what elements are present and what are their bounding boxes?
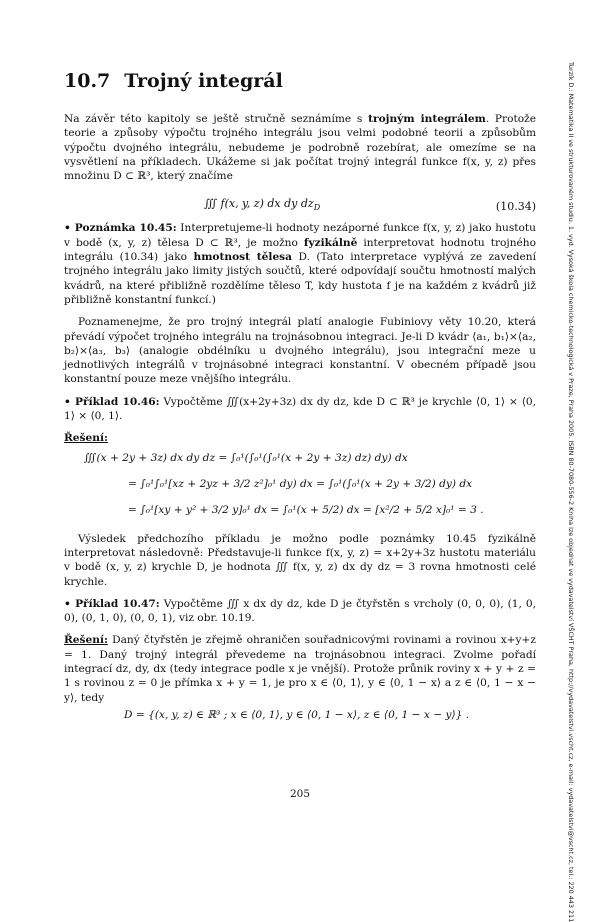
page-number: 205 <box>289 788 311 800</box>
remark-10-45: • Poznámka 10.45: Interpretujeme-li hodnoty nezáporné funkce f(x, y, z) jako hustotu v bodě (x, y, z) tělesa D ⊂ ℝ³, je možno fyzikálně interpretovat hodnotu trojného integrálu (10.34) jako hmotnost tělesa D. (Tato interpretace vyplývá ze zavedení trojného integrálu jako limity jistých součtů, které odpovídají součtu hmotností malých kvádrů, na které přibližně rozdělíme těleso T, kdy hustota f je na každém z kvádrů již přibližně konstantní funkcí.) <box>64 222 536 306</box>
page-body <box>64 70 536 721</box>
fubini-paragraph: Poznamenejme, že pro trojný integrál platí analogie Fubiniovy věty 10.20, která převádí výpočet trojného integrálu na trojnásobnou integraci. Je-li D kvádr ⟨a₁, b₁⟩×⟨a₂, b₂⟩×⟨a₃, b₃⟩ (analogie obdélníku u dvojného integrálu), jsou integrační meze u jednotlivých integrálů v trojnásobné integraci konstantní. V obecném případě jsou konstantní pouze meze vnějšího integrálu. <box>64 316 536 386</box>
intro-text-2: . Protože teorie a způsoby výpočtu trojného integrálu jsou velmi podobné teorii a způsobům výpočtu dvojného integrálu, nebudeme je podrobně rozebírat, ale omezíme se na vysvětlení na příkladech. Ukážeme si jak počítat trojný integrál funkce f(x, y, z) přes množinu D ⊂ ℝ³, který značíme <box>64 113 536 183</box>
equation-tag: (10.34) <box>495 200 536 214</box>
solution-10-47: Řešení: Daný čtyřstěn je zřejmě ohraničen souřadnicovými rovinami a rovinou x+y+z = 1. Daný trojný integrál převedeme na trojnásobnou integraci. Zvolme pořadí integrací dz, dy, dx (tedy integrace podle x je vnější). Protože průnik roviny x + y + z = 1 s rovinou z = 0 je přímka x + y = 1, je pro x ∈ ⟨0, 1⟩, y ∈ ⟨0, 1 − x⟩ a z ∈ ⟨0, 1 − x − y⟩, tedy <box>64 634 536 704</box>
set-definition: D = {(x, y, z) ∈ ℝ³ ; x ∈ ⟨0, 1⟩, y ∈ ⟨0, 1 − x⟩, z ∈ ⟨0, 1 − x − y⟩} . <box>124 708 470 721</box>
solution-10-46-label: Řešení: <box>64 432 108 445</box>
example-label: • Příklad 10.47: <box>64 597 160 610</box>
equation-expression: ∭ f(x, y, z) dx dy $dz_D$ <box>204 197 321 213</box>
intro-paragraph <box>64 112 536 183</box>
intro-text-1: Na závěr této kapitoly se ještě stručně seznámíme s <box>64 113 369 125</box>
physical-interpretation: Výsledek předchozího příkladu je možno podle poznámky 10.45 fyzikálně interpretovat následovně: Představuje-li funkce f(x, y, z) = x+2y+3z hustotu materiálu v bodě (x, y, z) krychle D, je hodnota ∭ f(x, y, z) dx dy dz = 3 rovna hmotnosti celé krychle. <box>64 532 536 588</box>
solution-line-2: = ∫₀¹∫₀¹[xz + 2yz + 3/2 z²]₀¹ dy) dx = ∫₀¹(∫₀¹(x + 2y + 3/2) dy) dx <box>128 477 473 490</box>
side-note: Turzík D.: Matematika II ve strukturovaném studiu. 1. vyd. Vysoká škola chemicko-technologická v Praze, Praha 2005. ISBN 80-7080-556-2 Kniha lze objednat ve vydavatelství VŠCHT Praha, http://vydavatelstvi.vscht.cz, e-mail: vydavatelstvi@vscht.cz, tel.: 220 443 211 <box>567 62 575 922</box>
solution-line-1: ∭(x + 2y + 3z) dx dy dz = ∫₀¹(∫₀¹(∫₀¹(x + 2y + 3z) dz) dy) dx <box>84 451 408 464</box>
intro-term: trojným integrálem <box>368 113 486 125</box>
remark-label: • Poznámka 10.45: <box>64 222 177 235</box>
equation-10-34 <box>64 191 536 221</box>
example-label: • Příklad 10.46: <box>64 395 160 408</box>
example-10-47: • Příklad 10.47: Vypočtěme ∭ x dx dy dz, kde D je čtyřstěn s vrcholy (0, 0, 0), (1, 0, 0), (0, 1, 0), (0, 0, 1), viz obr. 10.19. <box>64 597 536 625</box>
section-heading <box>64 70 536 92</box>
section-title: Trojný integrál <box>124 70 283 92</box>
solution-line-3: = ∫₀¹[xy + y² + 3/2 y]₀¹ dx = ∫₀¹(x + 5/2) dx = [x²/2 + 5/2 x]₀¹ = 3 . <box>128 503 484 516</box>
section-number: 10.7 <box>64 70 111 92</box>
example-10-46: • Příklad 10.46: Vypočtěme ∭(x+2y+3z) dx dy dz, kde D ⊂ ℝ³ je krychle ⟨0, 1⟩ × ⟨0, 1⟩ × ⟨0, 1⟩. <box>64 395 536 423</box>
